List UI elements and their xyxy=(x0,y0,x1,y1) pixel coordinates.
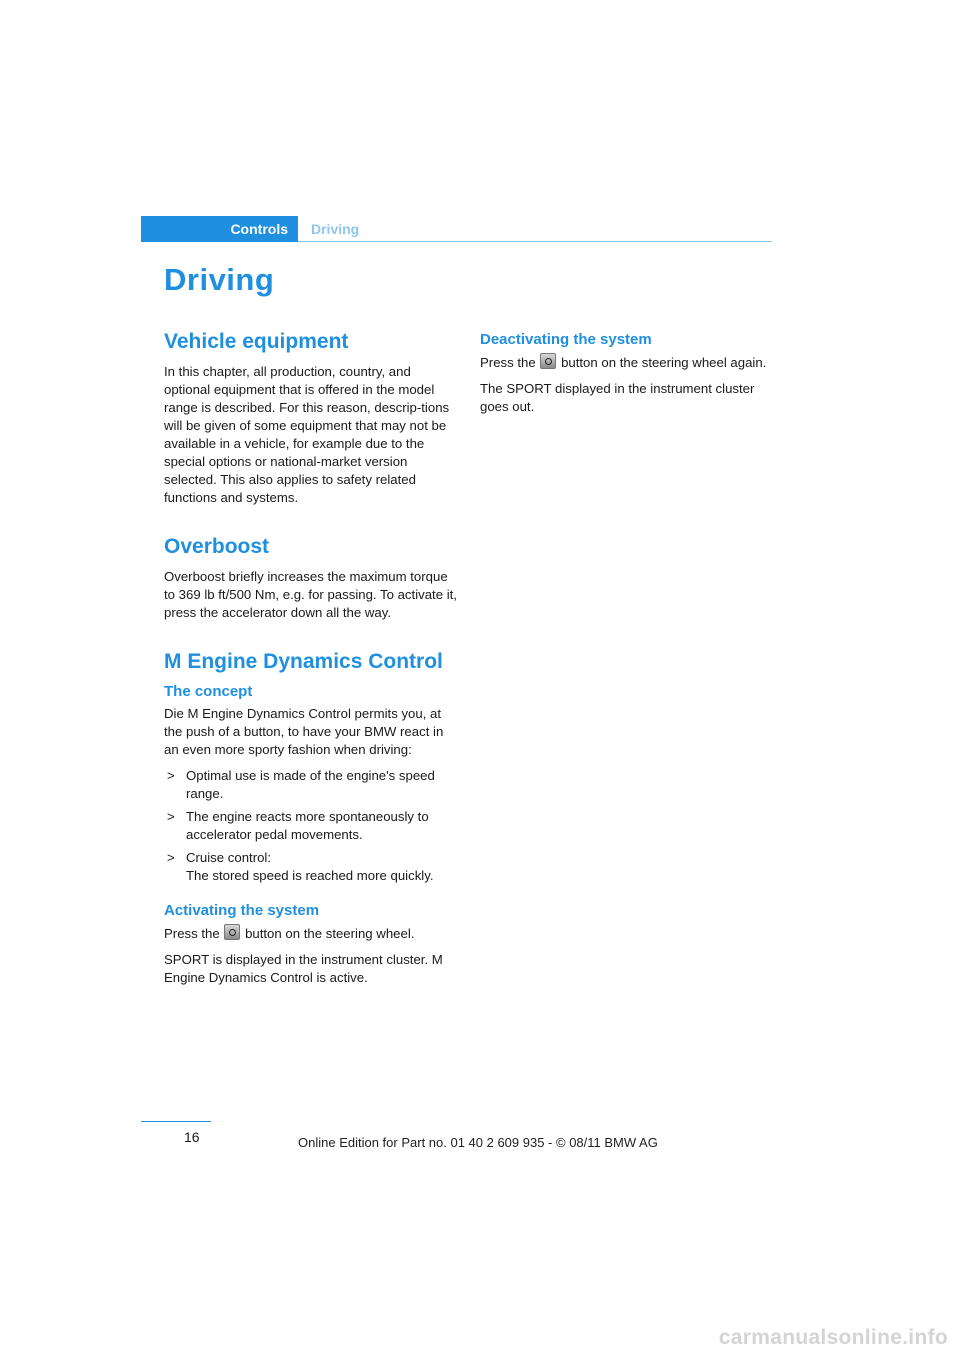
overboost-body: Overboost briefly increases the maximum torque to 369 lb ft/500 Nm, e.g. for passing. To activate it, press the accelerator down all the way. xyxy=(164,569,457,620)
activating-press-instruction: Press the button on the steering wheel. xyxy=(164,926,415,941)
activating-heading: Activating the system xyxy=(164,902,320,919)
watermark: carmanualsonline.info xyxy=(718,1326,948,1349)
deactivating-press-instruction: Press the button on the steering wheel again. xyxy=(480,355,767,370)
right-column xyxy=(480,331,776,424)
header-divider xyxy=(298,241,772,242)
m-engine-heading: M Engine Dynamics Control xyxy=(164,650,443,673)
concept-heading: The concept xyxy=(164,683,253,700)
bullet-arrow-icon: > xyxy=(167,850,175,865)
list-item: > Optimal use is made of the engine's speed range. xyxy=(167,768,435,801)
bullet-arrow-icon: > xyxy=(167,809,175,824)
activating-status: SPORT is displayed in the instrument cluster. M Engine Dynamics Control is active. xyxy=(164,952,443,985)
steering-wheel-m-button-icon xyxy=(540,353,556,369)
header-tab-controls: Controls xyxy=(141,216,298,242)
page-number: 16 xyxy=(184,1129,200,1145)
deactivating-status: The SPORT displayed in the instrument cluster goes out. xyxy=(480,381,755,414)
bullet-arrow-icon: > xyxy=(167,768,175,783)
left-column xyxy=(164,330,460,995)
vehicle-equipment-heading: Vehicle equipment xyxy=(164,330,349,353)
concept-bullet-list xyxy=(164,767,460,885)
concept-intro: Die M Engine Dynamics Control permits you, at the push of a button, to have your BMW react in an even more sporty fashion when driving: xyxy=(164,706,444,757)
chapter-title: Driving xyxy=(164,262,275,297)
header-section-label: Driving xyxy=(311,221,360,237)
overboost-heading: Overboost xyxy=(164,535,270,558)
deactivating-heading: Deactivating the system xyxy=(480,331,652,348)
vehicle-equipment-body: In this chapter, all production, country, and optional equipment that is offered in the model range is described. For this reason, descrip-tions will be given of some equipment that may not be available in a vehicle, for example due to the special options or national-market version selected. This also applies to safety related functions and systems. xyxy=(164,364,450,505)
edition-line: Online Edition for Part no. 01 40 2 609 935 - © 08/11 BMW AG xyxy=(298,1135,658,1150)
list-item: > The engine reacts more spontaneously to accelerator pedal movements. xyxy=(167,809,429,842)
steering-wheel-m-button-icon xyxy=(224,924,240,940)
footer-divider xyxy=(141,1121,211,1122)
list-item: > Cruise control: The stored speed is reached more quickly. xyxy=(167,850,434,883)
